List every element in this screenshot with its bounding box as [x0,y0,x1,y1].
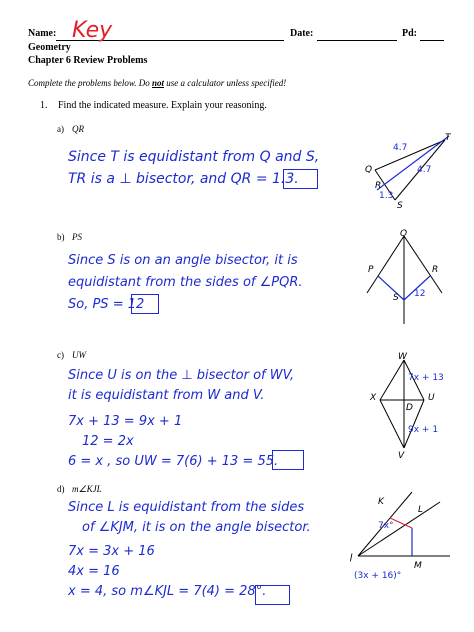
value-rs: 12 [414,289,426,299]
label-v: V [398,451,405,460]
figure-d [350,484,460,584]
name-label: Name: [28,28,57,39]
part-b-line-3: So, PS = 12 [68,297,145,312]
part-a-solution [68,146,319,190]
segment-xv [380,400,404,448]
value-ljm: (3x + 16)° [354,571,402,581]
part-d-line-2: of ∠KJM, it is on the angle bisector. [82,520,311,535]
part-b-target: PS [72,232,82,242]
label-t: T [445,133,451,143]
label-w: W [398,352,407,362]
label-r: R [432,265,439,275]
part-b-letter: b) [57,232,65,242]
label-j: J [350,553,353,563]
part-a-letter: a) [57,124,64,134]
part-a-answer-box [283,169,318,189]
part-c-answer-box [272,450,304,470]
part-d-letter: d) [57,484,65,494]
figure-b [362,228,452,328]
instructions-emph: not [151,78,164,88]
part-b-line-2: equidistant from the sides of ∠PQR. [68,275,303,290]
label-q: Q [400,229,408,239]
segment-ps [378,276,404,300]
instructions-before: Complete the problems below. Do [28,78,152,88]
part-b-line-1: Since S is on an angle bisector, it is [68,253,298,268]
part-c-target: UW [72,350,86,360]
part-c-line-2: it is equidistant from W and V. [68,388,265,403]
segment-wx [380,360,404,400]
bisector-jl [358,502,440,556]
part-c-line-1: Since U is on the ⊥ bisector of WV, [68,368,295,383]
part-c-solution [68,366,294,472]
subject: Geometry [28,42,71,53]
name-value: Key [72,18,113,43]
label-d: D [406,403,413,413]
part-d-line-5: x = 4, so m∠KJL = 7(4) = 28°. [68,584,267,599]
part-b-solution [68,250,303,316]
value-rs: 1.3 [379,191,394,201]
part-b-answer-box [131,294,159,314]
label-m: M [414,561,422,571]
part-c-line-5: 6 = x , so UW = 7(6) + 13 = 55. [68,454,279,469]
label-u: U [428,393,435,403]
value-wu: 7x + 13 [408,373,444,383]
part-d-answer-box [255,585,290,605]
part-a-line-2: TR is a ⊥ bisector, and QR = 1.3. [68,171,299,187]
value-kjl: 7x° [378,521,394,531]
part-d-line-4: 4x = 16 [68,564,120,579]
label-s: S [393,293,399,303]
pd-line [420,40,444,41]
label-q: Q [365,165,373,175]
label-r: R [375,181,382,191]
label-k: K [378,497,384,507]
label-s: S [397,201,403,210]
part-a-line-1: Since T is equidistant from Q and S, [68,149,320,165]
bisector-tr [377,136,449,190]
label-p: P [368,265,374,275]
instructions-after: use a calculator unless specified! [164,78,287,88]
pd-label: Pd: [402,28,417,39]
part-c-line-4: 12 = 2x [82,434,134,449]
chapter-title: Chapter 6 Review Problems [28,55,148,66]
question-number: 1. [40,100,48,111]
value-uv: 9x + 1 [408,425,439,435]
instructions [28,78,286,88]
part-c-line-3: 7x + 13 = 9x + 1 [68,414,183,429]
part-d-line-3: 7x = 3x + 16 [68,544,155,559]
date-line [317,40,397,41]
label-x: X [370,393,377,403]
figure-a [365,130,455,210]
question-prompt: Find the indicated measure. Explain your reasoning. [58,100,267,111]
part-d-line-1: Since L is equidistant from the sides [68,500,305,515]
date-label: Date: [290,28,314,39]
part-a-target: QR [72,124,84,134]
part-d-target: m∠KJL [72,484,102,494]
part-c-letter: c) [57,350,64,360]
value-ts: 4.7 [417,165,432,175]
label-l: L [418,505,424,515]
figure-c [368,350,458,460]
value-tq: 4.7 [393,143,408,153]
